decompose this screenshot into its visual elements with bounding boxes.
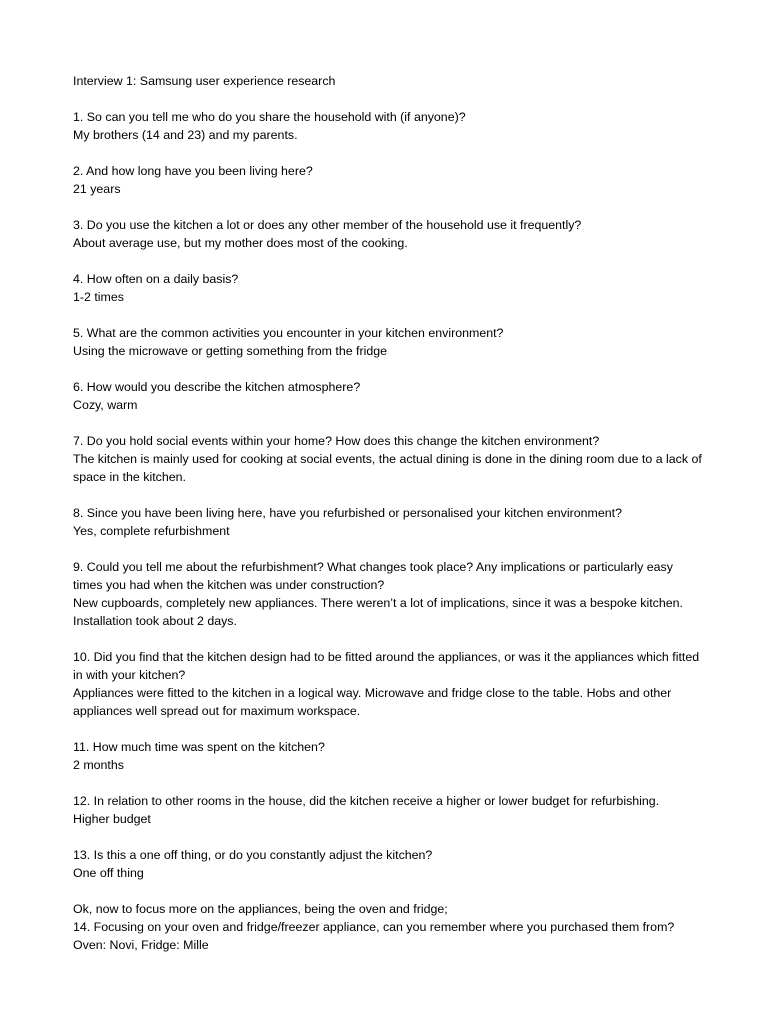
question-text: 3. Do you use the kitchen a lot or does any other member of the household use it frequently? [73, 218, 582, 232]
question-text: 9. Could you tell me about the refurbishment? What changes took place? Any implications or particularly easy times you had when the kitchen was under construction? [73, 560, 673, 592]
answer-text: About average use, but my mother does most of the cooking. [73, 236, 408, 250]
answer-text: 21 years [73, 182, 121, 196]
answer-text: One off thing [73, 866, 144, 880]
answer-text: Oven: Novi, Fridge: Mille [73, 938, 209, 952]
qa-block [73, 432, 703, 486]
qa-block [73, 324, 703, 360]
answer-text: Yes, complete refurbishment [73, 524, 230, 538]
qa-block [73, 738, 703, 774]
qa-block [73, 504, 703, 540]
answer-text: The kitchen is mainly used for cooking at social events, the actual dining is done in the dining room due to a lack of space in the kitchen. [73, 452, 702, 484]
answer-text: 1-2 times [73, 290, 124, 304]
qa-list [73, 108, 703, 882]
question-text: 1. So can you tell me who do you share the household with (if anyone)? [73, 110, 466, 124]
qa-block [73, 108, 703, 144]
answer-text: 2 months [73, 758, 124, 772]
section-intro: Ok, now to focus more on the appliances, being the oven and fridge; [73, 902, 448, 916]
question-text: 5. What are the common activities you encounter in your kitchen environment? [73, 326, 504, 340]
answer-text: New cupboards, completely new appliances. There weren’t a lot of implications, since it was a bespoke kitchen. Installation took about 2 days. [73, 596, 683, 628]
question-text: 4. How often on a daily basis? [73, 272, 239, 286]
qa-block [73, 216, 703, 252]
question-text: 11. How much time was spent on the kitchen? [73, 740, 325, 754]
final-block [73, 900, 703, 954]
qa-block [73, 846, 703, 882]
question-text: 8. Since you have been living here, have you refurbished or personalised your kitchen environment? [73, 506, 622, 520]
question-text: 2. And how long have you been living here? [73, 164, 313, 178]
question-text: 13. Is this a one off thing, or do you constantly adjust the kitchen? [73, 848, 433, 862]
answer-text: Using the microwave or getting something from the fridge [73, 344, 388, 358]
qa-block [73, 378, 703, 414]
qa-block [73, 270, 703, 306]
answer-text: Appliances were fitted to the kitchen in a logical way. Microwave and fridge close to the table. Hobs and other appliances well spread out for maximum workspace. [73, 686, 672, 718]
qa-block [73, 648, 703, 720]
document-title: Interview 1: Samsung user experience research [73, 74, 336, 88]
answer-text: Cozy, warm [73, 398, 138, 412]
question-text: 14. Focusing on your oven and fridge/freezer appliance, can you remember where you purchased them from? [73, 920, 675, 934]
document-page [73, 72, 703, 954]
question-text: 10. Did you find that the kitchen design had to be fitted around the appliances, or was it the appliances which fitted in with your kitchen? [73, 650, 700, 682]
question-text: 7. Do you hold social events within your home? How does this change the kitchen environment? [73, 434, 600, 448]
question-text: 6. How would you describe the kitchen atmosphere? [73, 380, 361, 394]
answer-text: My brothers (14 and 23) and my parents. [73, 128, 298, 142]
qa-block [73, 162, 703, 198]
qa-block [73, 792, 703, 828]
answer-text: Higher budget [73, 812, 151, 826]
qa-block [73, 558, 703, 630]
question-text: 12. In relation to other rooms in the house, did the kitchen receive a higher or lower budget for refurbishing. [73, 794, 660, 808]
